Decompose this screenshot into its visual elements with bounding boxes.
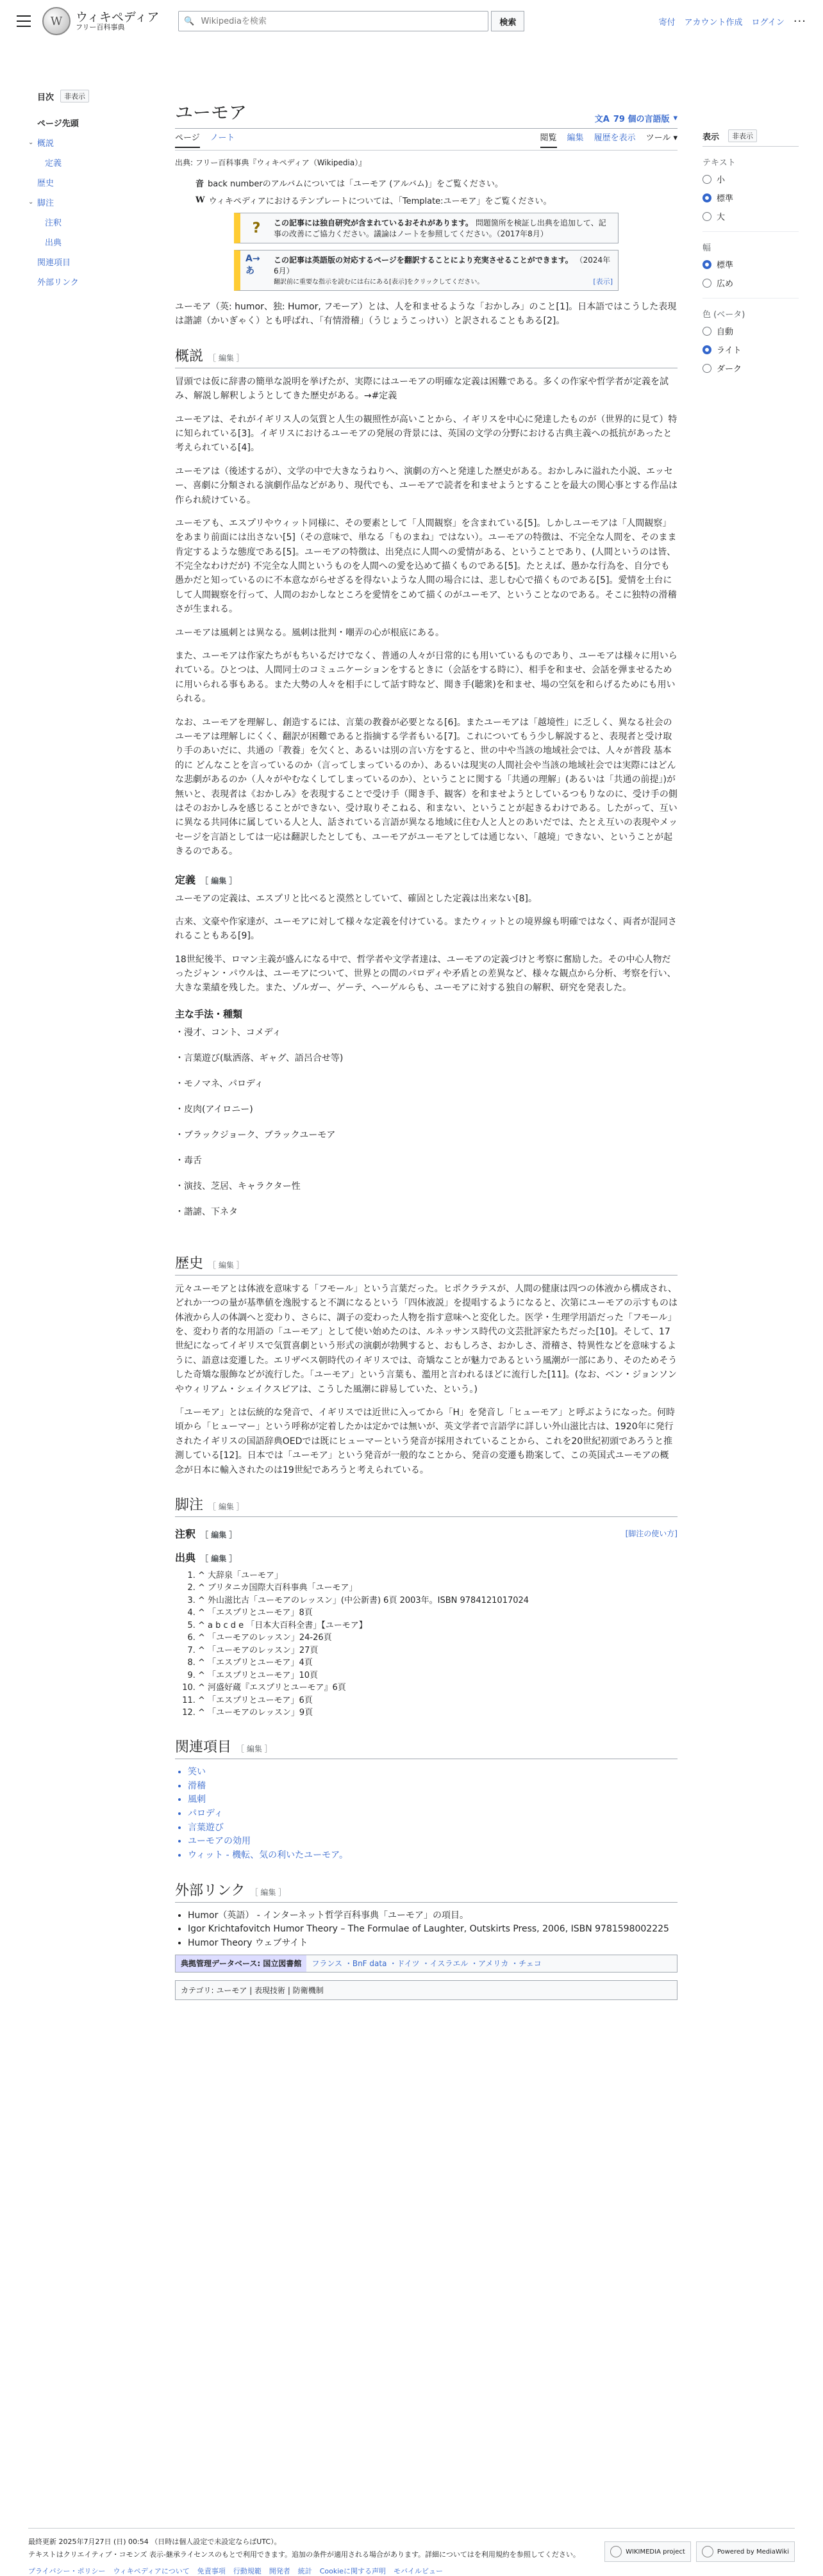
radio-button[interactable] (702, 175, 711, 184)
list-item: ・ 皮肉(アイロニー) (175, 1103, 678, 1115)
external-link[interactable]: • Humor（英語） - インターネット哲学百科事典「ユーモア」の項目。 (188, 1909, 678, 1923)
reference-item: 1. ^ 大辞泉「ユーモア」 (198, 1570, 678, 1582)
related-link[interactable]: • 言葉遊び (188, 1821, 678, 1835)
translate-icon: A→あ (245, 254, 260, 276)
subheading-methods: 主な手法・種類 (175, 1008, 243, 1020)
related-link[interactable]: • 滑稽 (188, 1780, 678, 1794)
language-button[interactable]: 文A 79 個の言語版 ▾ (594, 113, 678, 124)
related-link[interactable]: • 笑い (188, 1766, 678, 1780)
page-title: ユーモア (175, 102, 247, 123)
reference-item: 2. ^ ブリタニカ国際大百科事典「ユーモア」 (198, 1582, 678, 1595)
wikimedia-badge[interactable]: WIKIMEDIA project (604, 2541, 691, 2562)
toc-title: 目次 (37, 92, 54, 103)
paragraph: ユーモアも、エスプリやウィット同様に、その要素として「人間観察」を含まれている[5]。しかしユーモアは「人間観察」をあまり前面には出さない[5]（その意味で、単なる「ものまね」ではない）。ユーモアの特徴は、不完全な人間を、そのまま肯定するような態度である[5]。ユーモアの特徴は、出発点に人間への愛情がある、ということであり、(人間というのは皆、不完全なわけだが) 不完全な人間というものを人間への愛を込めて描くものである[5]。たとえば、愚かな行為を、自分でも愚かだと知っているのに不本意ながらせざるを得ないような人間の場合には、悲しむ心で描くものである[5]。愛情を土台にして人間観察を行って、人間のおかしなところを愛情をこめて描くのがユーモア、ということなのである。そこに独特の滑稽さが生まれる。 (175, 518, 677, 615)
toc-item[interactable] (28, 136, 137, 149)
chevron-down-icon: ▾ (673, 113, 678, 123)
mediawiki-badge[interactable]: Powered by MediaWiki (696, 2541, 795, 2562)
footer-link[interactable]: 統計 (297, 2567, 312, 2575)
subheading-sources: 出典 ［ 編集 ］ (175, 1551, 237, 1564)
radio-button[interactable] (702, 279, 711, 288)
appearance-title: 表示 (702, 132, 720, 142)
logo-subtitle: フリー百科事典 (76, 23, 125, 32)
methods-list (175, 1026, 678, 1218)
external-list (175, 1909, 678, 1951)
paragraph: 古来、文豪や作家達が、ユーモアに対して様々な定義を付けている。またウィットとの境界線も明確ではなく、両者が混同されることもある[9]。 (175, 916, 677, 942)
search-box (178, 11, 488, 31)
radio-button[interactable] (702, 212, 711, 221)
tab-edit[interactable]: 編集 (567, 133, 584, 143)
search-input[interactable] (200, 12, 488, 30)
tab-history[interactable]: 履歴を表示 (594, 133, 636, 143)
reference-item: 12. ^ 「ユーモアのレッスン」9頁 (198, 1707, 678, 1719)
list-item: ・ モノマネ、パロディ (175, 1077, 678, 1090)
reference-list (181, 1570, 678, 1719)
list-item: ・ 言葉遊び(駄洒落、ギャグ、語呂合せ等) (175, 1051, 678, 1064)
reference-item: 10. ^ 河盛好蔵『エスプリとユーモア』6頁 (198, 1682, 678, 1694)
table-of-contents (28, 90, 137, 295)
intro-paragraph: ユーモア（英: humor、独: Humor, フモーア）とは、人を和ませるような「おかしみ」のこと[1]。日本語ではこうした表現は諧謔（かいぎゃく）とも呼ばれ、「有情滑稽」（うじょうこっけい）と訳されることもある[2]。 (175, 302, 677, 327)
paragraph: ユーモアは、それがイギリス人の気質と人生の観照性が高いことから、イギリスを中心に発達したものが（世界的に見て）特に知られている[3]。イギリスにおけるユーモアの発展の背景には、英国の文学の分野における古典主義への抵抗があったと考えられている[4]。 (175, 414, 678, 454)
toc-item-label: 出典 (45, 238, 62, 248)
user-links (659, 15, 806, 28)
footer-link[interactable]: 免責事項 (197, 2567, 226, 2575)
section-heading-definition: 定義 ［ 編集 ］ (175, 873, 237, 886)
appearance-panel (702, 129, 799, 391)
tab-tools[interactable]: ツール ▾ (645, 133, 678, 143)
section-heading-overview: 概説 ［ 編集 ］ (175, 345, 678, 368)
search-button[interactable]: 検索 (491, 11, 524, 31)
reference-item: 4. ^ 「エスプリとユーモア」8頁 (198, 1607, 678, 1620)
paragraph: ユーモアの定義は、エスプリと比べると漠然としていて、確固とした定義は出来ない[8]。 (175, 893, 537, 904)
list-item: ・ 漫才、コント、コメディ (175, 1026, 678, 1038)
radio-option[interactable] (702, 192, 799, 204)
authority-values[interactable]: フランス ・BnF data ・ドイツ ・イスラエル ・アメリカ ・チェコ (312, 1958, 542, 1968)
toc-item-label: 歴史 (37, 179, 54, 188)
edit-link[interactable]: ［ 編集 ］ (201, 876, 237, 885)
toc-item-label: 脚注 (37, 199, 54, 208)
section-heading-related: 関連項目 ［ 編集 ］ (175, 1736, 678, 1759)
wikipedia-w-icon: W (195, 195, 205, 205)
reference-item: 5. ^ a b c d e 「日本大百科全書」【ユーモア】 (198, 1620, 678, 1632)
search-icon: 🔍 (184, 16, 195, 26)
edit-link[interactable]: ［ 編集 ］ (201, 1530, 237, 1539)
reference-item: 8. ^ 「エスプリとユーモア」4頁 (198, 1657, 678, 1669)
license-text: テキストはクリエイティブ・コモンズ 表示-継承ライセンスのもとで利用できます。追加の条件が適用される場合があります。詳細についてはを利用規約を参照してください。 (28, 2550, 580, 2559)
create-account-link[interactable]: アカウント作成 (684, 17, 743, 28)
tab-talk[interactable]: ノート (210, 133, 235, 143)
page-footer (28, 2528, 795, 2576)
paragraph: ユーモアは風刺とは異なる。風刺は批判・嘲弄の心が根底にある。 (175, 627, 444, 638)
hatnote-album: 音 back numberのアルバムについては「ユーモア (アルバム)」をご覧ください。 (195, 177, 678, 189)
toc-item-label: 概説 (37, 139, 54, 149)
radio-label: 標準 (717, 261, 734, 270)
radio-button[interactable] (702, 193, 711, 202)
related-link[interactable]: • ユーモアの効用 (188, 1835, 678, 1849)
external-link[interactable]: • Humor Theory ウェブサイト (188, 1937, 678, 1951)
edit-link[interactable]: ［ 編集 ］ (250, 1887, 287, 1897)
subheading-notes: 注釈 ［ 編集 ］ (175, 1527, 237, 1540)
related-link[interactable]: • ウィット - 機転、気の利いたユーモア。 (188, 1849, 678, 1863)
wikimedia-logo-icon (610, 2546, 622, 2557)
radio-label: ライト (717, 346, 742, 356)
wikipedia-globe-icon: W (42, 7, 71, 35)
logo-title: ウィキペディア (76, 10, 160, 24)
music-note-icon: 音 (195, 179, 204, 189)
radio-button[interactable] (702, 364, 711, 373)
radio-button[interactable] (702, 327, 711, 336)
footer-link[interactable]: プライバシー・ポリシー (28, 2567, 106, 2575)
list-item: ・ 毒舌 (175, 1154, 678, 1167)
related-link[interactable]: • パロディ (188, 1807, 678, 1821)
list-item: ・ ブラックジョーク、ブラックユーモア (175, 1128, 678, 1141)
paragraph: また、ユーモアは作家たちがもちいるだけでなく、普通の人々が日常的にも用いているものであり、ユーモアは様々に用いられている。ひとつは、人間同士のコミュニケーションをするときに（会話をする時に）、相手を和ませ、会話を弾ませるために用いられる事もある。また大勢の人々を相手にして話す時など、聞き手(聴衆)を和ませ、場の空気を和らげるためにも用いられる。 (175, 651, 678, 705)
reference-item: 6. ^ 「ユーモアのレッスン」24-26頁 (198, 1632, 678, 1645)
question-mark-icon: ? (252, 220, 261, 236)
footer-link[interactable]: 行動規範 (233, 2567, 262, 2575)
radio-label: ダーク (717, 365, 742, 374)
section-heading-history: 歴史 ［ 編集 ］ (175, 1252, 678, 1276)
toc-item[interactable] (37, 216, 137, 228)
site-logo[interactable] (42, 7, 159, 35)
footer-link[interactable]: 開発者 (269, 2567, 290, 2575)
toc-hide-button[interactable]: 非表示 (60, 90, 89, 103)
list-item: ・ 諧謔、下ネタ (175, 1205, 678, 1218)
radio-option[interactable] (702, 173, 799, 185)
chevron-down-icon[interactable]: ⌄ (28, 139, 34, 146)
edit-link[interactable]: ［ 編集 ］ (208, 353, 244, 363)
donate-link[interactable]: 寄付 (658, 17, 676, 28)
main-content (175, 99, 678, 2000)
section-heading-external: 外部リンク ［ 編集 ］ (175, 1880, 678, 1903)
last-updated: 最終更新 2025年7月27日 (日) 00:54 （日時は個人設定で未設定ならばUTC）。 (28, 2538, 281, 2546)
category-box[interactable]: カテゴリ: ユーモア | 表現技術 | 防衛機制 (175, 1980, 678, 2000)
toc-item-label: ページ先頭 (37, 119, 79, 129)
site-header (0, 0, 823, 42)
radio-option[interactable] (702, 277, 799, 289)
show-instructions-link[interactable]: [表示] (593, 277, 613, 286)
source-line: 出典: フリー百科事典『ウィキペディア（Wikipedia）』 (175, 158, 367, 167)
radio-option[interactable] (702, 325, 799, 337)
radio-option[interactable] (702, 343, 799, 356)
edit-link[interactable]: ［ 編集 ］ (208, 1260, 244, 1270)
section-heading-footnotes: 脚注 ［ 編集 ］ (175, 1494, 678, 1517)
mediawiki-logo-icon (702, 2546, 713, 2557)
paragraph: 18世紀後半、ロマン主義が盛んになる中で、哲学者や文学者達は、ユーモアの定義づけと考察に奮励した。その中心人物だったジャン・パウルは、ユーモアについて、世界との間のパロディや矛盾との差異など、様々な観点から分析、考察を行い、大きな業績を残した。また、ゾルガー、ゲーテ、ヘーゲルらも、ユーモアに対する独自の解釈、研究を発表した。 (175, 954, 676, 994)
more-options-icon[interactable]: ··· (793, 14, 806, 28)
text-size-label: テキスト (702, 158, 736, 168)
toc-item[interactable] (28, 196, 137, 208)
radio-option[interactable] (702, 210, 799, 222)
toc-item[interactable] (37, 117, 137, 129)
radio-button[interactable] (702, 345, 711, 354)
paragraph: ユーモアは（後述するが）、文学の中で大きなうねりへ、演劇の方へと発達した歴史がある。おかしみに溢れた小説、エッセー、喜劇に分類される演劇作品などがあり、現代でも、ユーモアで読者を和ませようとすることを最大の関心事とする作品は作られ続けている。 (175, 466, 678, 505)
external-link[interactable]: • Igor Krichtafovitch Humor Theory – The Formulae of Laughter, Outskirts Press, 2006, ISBN 9781598002225 (188, 1923, 678, 1937)
related-list (175, 1766, 678, 1863)
edit-link[interactable]: ［ 編集 ］ (201, 1554, 237, 1563)
radio-option[interactable] (702, 362, 799, 374)
notice-translation: A→あ この記事は英語版の対応するページを翻訳することにより充実させることができます。 （2024年6月） 翻訳前に重要な指示を読むには右にある[表示]をクリックしてください。 [表示] (234, 250, 619, 291)
translate-icon: 文A (594, 115, 610, 124)
radio-label: 小 (717, 176, 726, 185)
reference-item: 3. ^ 外山滋比古「ユーモアのレッスン」(中公新書) 6頁 2003年。ISBN 9784121017024 (198, 1595, 678, 1607)
main-menu-icon[interactable] (17, 15, 31, 27)
hatnote-template: W ウィキペディアにおけるテンプレートについては、「Template:ユーモア」をご覧ください。 (195, 195, 552, 206)
radio-label: 標準 (717, 194, 734, 204)
radio-button[interactable] (702, 260, 711, 269)
toc-item-label: 注釈 (45, 218, 62, 228)
footer-link[interactable]: モバイルビュー (394, 2567, 444, 2575)
toc-item-label: 関連項目 (37, 258, 71, 268)
toc-item-label: 定義 (45, 159, 62, 168)
reference-item: 7. ^ 「ユーモアのレッスン」27頁 (198, 1645, 678, 1657)
radio-option[interactable] (702, 258, 799, 270)
authority-label: 典拠管理データベース: 国立図書館 (176, 1955, 306, 1972)
list-item: ・ 演技、芝居、キャラクター性 (175, 1179, 678, 1192)
color-label: 色 (ベータ) (702, 310, 745, 320)
footnote-help-link[interactable]: [脚注の使い方] (625, 1529, 678, 1538)
paragraph: なお、ユーモアを理解し、創造するには、言葉の教養が必要となる[6]。またユーモアは「越境性」に乏しく、異なる社会のユーモアは理解しにくく、翻訳が困難であると指摘する学者もいる[7]。これについてもう少し解説すると、表現者と受け取り手のあいだに、共通の「教養」を欠くと、あるいは別の言い方をすると、世の中や当該の地域社会では、人々が普段 基本的に どんなことを言っているのか（言ってしまっているのか）、あるいは現実の人間社会や当該の地域社会では実際にはどんな悲劇があるのか（人々がやむなくしてしまっているのか）、ということに関する「共通の理解」(あるいは「共通の前提」)が無いと、表現者は《おかしみ》を表現することで受け手（聞き手、観客）を和ませようとしているつもりなのに、受け手の側はそのおかしみを感じることができない、受け取りそこねる、和まない、ということが起きるわけである。したがって、互いに異なる共同体に属している人と人、話されている言語が異なる地域に住む人と人とのあいだでは、たとえ互いの表現やメッセージを言語としては一応は翻訳したとしても、ユーモアがユーモアとしては通じない、「越境」できない、ということが起きるのである。 (175, 717, 678, 857)
toc-item-label: 外部リンク (37, 278, 79, 288)
reference-item: 11. ^ 「エスプリとユーモア」6頁 (198, 1694, 678, 1707)
tab-read[interactable]: 閲覧 (540, 131, 557, 148)
paragraph: 元々ユーモアとは体液を意味する「フモール」という言葉だった。ヒポクラテスが、人間の健康は四つの体液から構成され、どれか一つの量が基準値を逸脱すると不調になるという「四体液説」を提唱するようになると、次第にユーモアの示すものは体液から人の体調へと変わり、さらに、調子の変わった人物を指す意味へと変化した。医学・生理学用語だった「フモール」を、変わり者的な用語の「ユーモア」として使い始めたのは、ルネッサンス時代の文芸批評家たちだった[10]。そして、17世紀になってイギリスで気質喜劇という形式の演劇が勃興すると、おもしろさ、おかしさ、滑稽さ、特異性などを意味するように、語意は変遷した。エリザベス朝時代のイギリスでは、奇矯なことが魅力であるという風潮が一部にあり、そのためそうした奇矯な服飾などが流行した。「ユーモア」という言葉も、濫用と言われるほどに流行した[11]。(なお、ベン・ジョンソンやウィリアム・シェイクスピアは、こうした風潮に辟易していた、という。) (175, 1283, 678, 1395)
radio-label: 広め (717, 279, 734, 289)
reference-item: 9. ^ 「エスプリとユーモア」10頁 (198, 1669, 678, 1682)
paragraph: 「ユーモア」とは伝統的な発音で、イギリスでは近世に入ってから「H」を発音し「ヒューモア」と呼ぶようになった。何時頃から「ヒューマー」という呼称が定着したかは定かでは無いが、英文学者で言語学に詳しい外山滋比古は、1920年に発行されたイギリスの国語辞典OEDでは既にヒューマーという発音が採用されていることから、これを20世紀初頭であろうと推測している[12]。日本では「ユーモア」という発音が一般的なことから、発音の変遷も勘案して、この英国式ユーモアの概念が日本に輸入されたのは19世紀であろうと考えられている。 (175, 1407, 675, 1475)
width-label: 幅 (702, 243, 711, 253)
radio-label: 大 (717, 213, 726, 222)
toc-item[interactable] (37, 256, 137, 268)
related-link[interactable]: • 風刺 (188, 1793, 678, 1807)
login-link[interactable]: ログイン (751, 17, 785, 28)
footer-link[interactable]: Cookieに関する声明 (319, 2567, 387, 2575)
notice-original-research: ? この記事には独自研究が含まれているおそれがあります。 問題箇所を検証し出典を追加して、記事の改善にご協力ください。議論はノートを参照してください。（2017年8月） (234, 213, 619, 243)
toc-item[interactable] (37, 156, 137, 168)
toc-item[interactable] (37, 236, 137, 248)
appearance-hide-button[interactable]: 非表示 (728, 129, 757, 142)
edit-link[interactable]: ［ 編集 ］ (237, 1744, 272, 1753)
edit-link[interactable]: ［ 編集 ］ (208, 1502, 244, 1511)
radio-label: 自動 (717, 327, 734, 337)
chevron-down-icon[interactable]: ⌄ (28, 199, 34, 206)
paragraph: 冒頭では仮に辞書の簡単な説明を挙げたが、実際にはユーモアの明確な定義は困難である。多くの作家や哲学者が定義を試み、解説し解釈しようとしてきた歴史がある。→#定義 (175, 376, 669, 402)
tab-page[interactable]: ページ (175, 131, 200, 148)
toc-item[interactable] (37, 275, 137, 288)
authority-control-box (175, 1955, 678, 1973)
toc-item[interactable] (37, 176, 137, 188)
footer-link[interactable]: ウィキペディアについて (113, 2567, 190, 2575)
